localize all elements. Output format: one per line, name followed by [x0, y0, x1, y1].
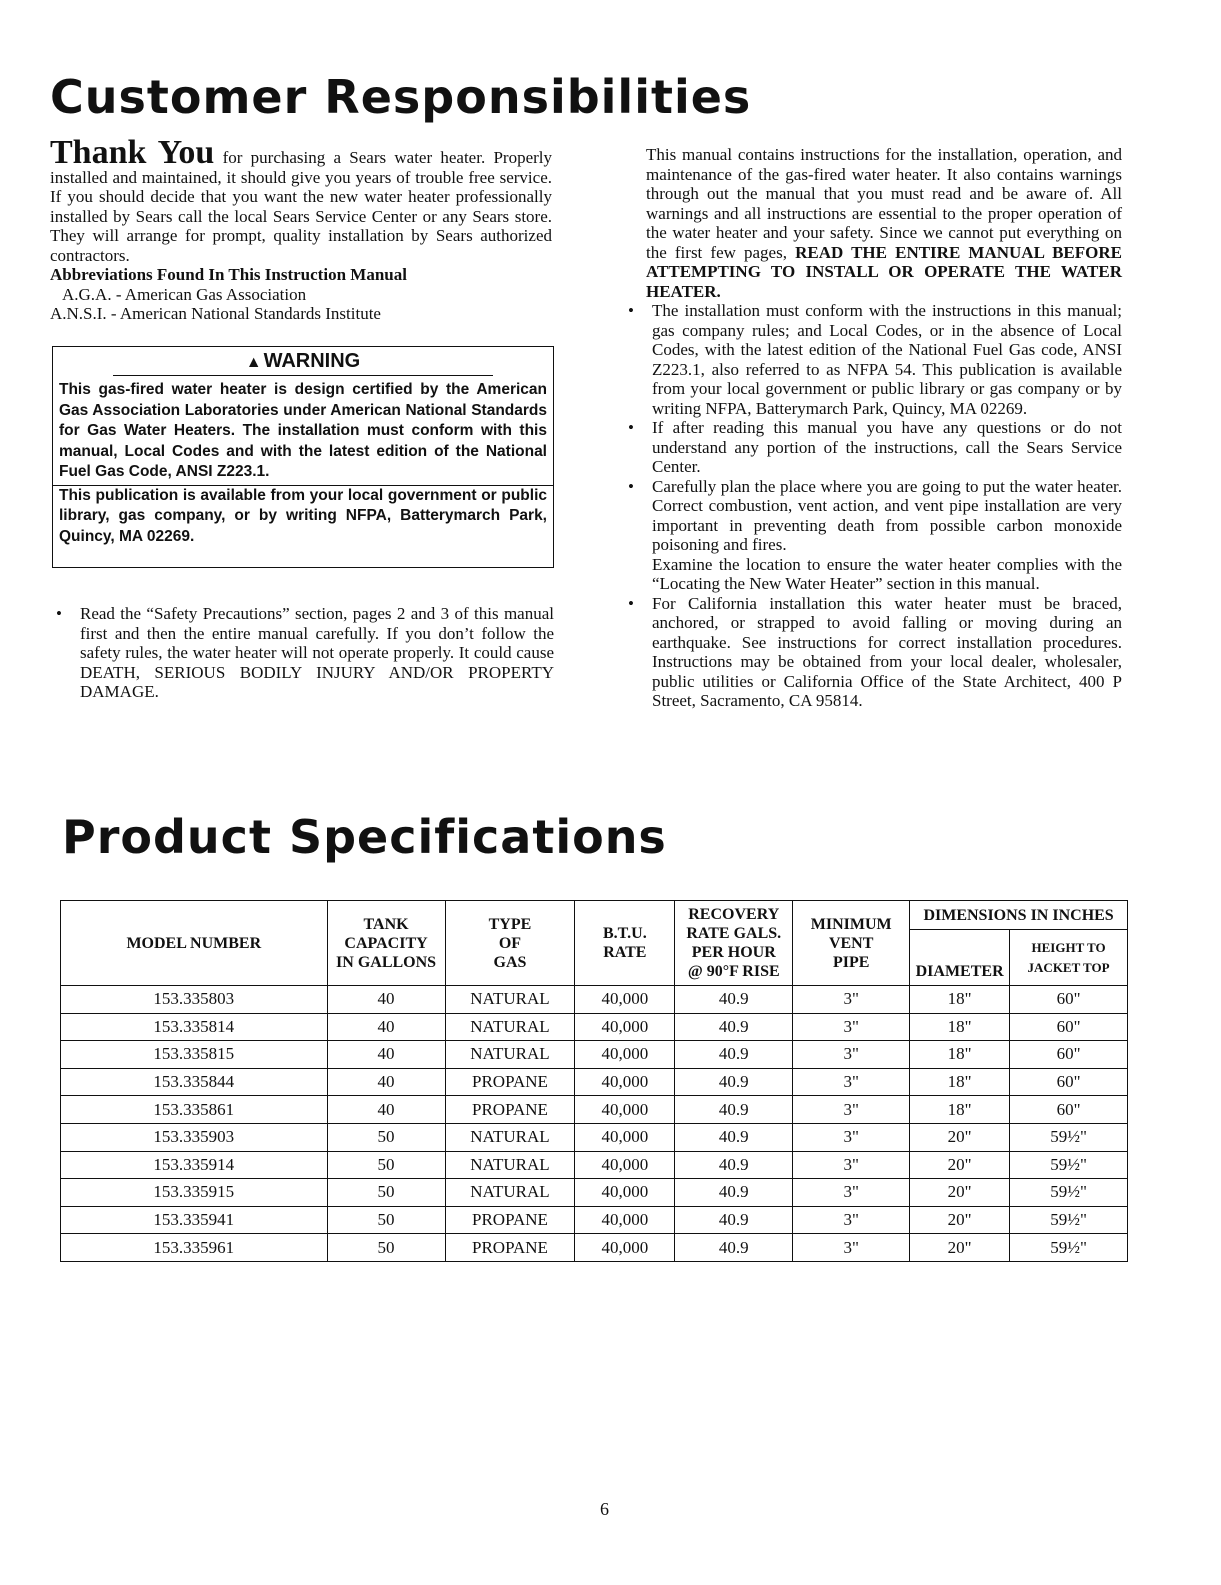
table-cell-model: 153.335803	[61, 986, 328, 1014]
table-cell-dia: 18"	[910, 1013, 1010, 1041]
table-cell-height: 59½"	[1010, 1123, 1128, 1151]
right-column	[646, 145, 1122, 711]
table-cell-gas: NATURAL	[445, 1041, 575, 1069]
table-cell-gas: NATURAL	[445, 1123, 575, 1151]
table-cell-height: 60"	[1010, 1096, 1128, 1124]
table-cell-gas: PROPANE	[445, 1068, 575, 1096]
table-cell-dia: 20"	[910, 1206, 1010, 1234]
header-tank-capacity: TANK CAPACITY IN GALLONS	[327, 901, 445, 986]
table-cell-model: 153.335861	[61, 1096, 328, 1124]
header-type-of-gas: TYPE OF GAS	[445, 901, 575, 986]
table-cell-btu: 40,000	[575, 1041, 675, 1069]
table-row	[61, 1123, 1128, 1151]
table-header-row	[61, 901, 1128, 930]
table-cell-model: 153.335915	[61, 1179, 328, 1207]
header-diameter: DIAMETER	[910, 930, 1010, 986]
warning-triangle-icon: ▲	[245, 354, 262, 371]
thank-you-paragraph	[50, 134, 552, 265]
table-cell-height: 59½"	[1010, 1234, 1128, 1262]
table-cell-tank: 40	[327, 1041, 445, 1069]
table-row	[61, 1179, 1128, 1207]
thank-you-text: for purchasing a Sears water heater. Properly installed and maintained, it should give you years of trouble free service. If you should decide that you want the new water heater professionally installed by Sears call the local Sears Service Center or any Sears store. They will arrange for prompt, quality installation by Sears authorized contractors.	[50, 148, 552, 265]
header-minimum-vent-pipe: MINIMUM VENT PIPE	[793, 901, 910, 986]
table-cell-model: 153.335815	[61, 1041, 328, 1069]
left-bullets	[50, 604, 554, 702]
list-item-text: Carefully plan the place where you are going to put the water heater. Correct combustion, vent action, and vent pipe installation are very important in preventing death from possible carbon monoxide poisoning and fires.	[652, 476, 1122, 554]
table-cell-gas: NATURAL	[445, 986, 575, 1014]
header-recovery-rate: RECOVERY RATE GALS. PER HOUR @ 90°F RISE	[675, 901, 793, 986]
table-cell-vent: 3"	[793, 1123, 910, 1151]
table-cell-dia: 18"	[910, 1068, 1010, 1096]
table-cell-vent: 3"	[793, 1041, 910, 1069]
table-cell-height: 59½"	[1010, 1151, 1128, 1179]
table-cell-rec: 40.9	[675, 1013, 793, 1041]
table-cell-gas: PROPANE	[445, 1234, 575, 1262]
table-cell-model: 153.335844	[61, 1068, 328, 1096]
table-cell-dia: 18"	[910, 1041, 1010, 1069]
list-item: • For California installation this water heater must be braced, anchored, or strapped to avoid falling or moving during an earthquake. See instructions for correct installation procedures. Instructions may be obtained from your local dealer, wholesaler, public utilities or California Office of the State Architect, 400 P Street, Sacramento, CA 95814.	[622, 594, 1122, 711]
table-cell-height: 60"	[1010, 1041, 1128, 1069]
table-cell-dia: 20"	[910, 1123, 1010, 1151]
header-model-number: MODEL NUMBER	[61, 901, 328, 986]
table-cell-tank: 40	[327, 1068, 445, 1096]
abbreviation-aga: A.G.A. - American Gas Association	[62, 284, 307, 304]
table-cell-tank: 50	[327, 1123, 445, 1151]
table-cell-model: 153.335914	[61, 1151, 328, 1179]
header-dimensions: DIMENSIONS IN INCHES	[910, 901, 1128, 930]
table-row	[61, 1013, 1128, 1041]
table-cell-rec: 40.9	[675, 1179, 793, 1207]
manual-intro-bold: READ THE ENTIRE MANUAL BEFORE ATTEMPTING TO INSTALL OR OPERATE THE WATER HEATER.	[646, 242, 1122, 301]
table-cell-vent: 3"	[793, 1013, 910, 1041]
list-item	[622, 477, 1122, 594]
table-cell-gas: NATURAL	[445, 1151, 575, 1179]
warning-box	[52, 346, 554, 568]
header-btu-rate: B.T.U. RATE	[575, 901, 675, 986]
table-cell-tank: 50	[327, 1151, 445, 1179]
table-cell-btu: 40,000	[575, 1234, 675, 1262]
table-cell-model: 153.335961	[61, 1234, 328, 1262]
table-cell-btu: 40,000	[575, 1206, 675, 1234]
list-item: • The installation must conform with the instructions in this manual; gas company rules; and Local Codes, or in the absence of Local Codes, with the latest edition of the National Fuel Gas code, ANSI Z223.1, also referred to as NFPA 54. This publication is available from your local government or public library or gas company or by writing NFPA, Batterymarch Park, Quincy, MA 02269.	[622, 301, 1122, 418]
table-cell-gas: NATURAL	[445, 1179, 575, 1207]
left-column	[50, 134, 552, 324]
table-cell-btu: 40,000	[575, 1179, 675, 1207]
table-cell-dia: 20"	[910, 1151, 1010, 1179]
table-cell-vent: 3"	[793, 986, 910, 1014]
table-cell-rec: 40.9	[675, 1041, 793, 1069]
table-cell-tank: 50	[327, 1234, 445, 1262]
specifications-table	[60, 900, 1128, 1262]
table-cell-tank: 40	[327, 986, 445, 1014]
table-cell-tank: 50	[327, 1206, 445, 1234]
customer-responsibilities-title: Customer Responsibilities	[50, 70, 752, 124]
table-cell-tank: 40	[327, 1096, 445, 1124]
table-cell-model: 153.335941	[61, 1206, 328, 1234]
thank-you-heading: Thank You	[50, 134, 215, 171]
table-row	[61, 986, 1128, 1014]
table-cell-height: 59½"	[1010, 1206, 1128, 1234]
table-cell-dia: 20"	[910, 1179, 1010, 1207]
manual-intro	[646, 145, 1122, 301]
manual-intro-text: This manual contains instructions for the installation, operation, and maintenance of the gas-fired water heater. It also contains warnings through out the manual that you must read and be aware of. All warnings and all instructions are essential to the proper operation of the water heater and your safety. Since we cannot put everything on the first few pages,	[646, 145, 1122, 262]
table-cell-model: 153.335814	[61, 1013, 328, 1041]
table-cell-tank: 50	[327, 1179, 445, 1207]
warning-paragraph-1: This gas-fired water heater is design certified by the American Gas Association Laboratories under American National Standards for Gas Water Heaters. The installation must conform with this manual, Local Codes and with the latest edition of the National Fuel Gas Code, ANSI Z223.1.	[59, 381, 547, 480]
table-cell-vent: 3"	[793, 1206, 910, 1234]
table-row	[61, 1041, 1128, 1069]
table-cell-tank: 40	[327, 1013, 445, 1041]
table-cell-dia: 20"	[910, 1234, 1010, 1262]
table-row	[61, 1206, 1128, 1234]
table-cell-btu: 40,000	[575, 1068, 675, 1096]
table-row	[61, 1096, 1128, 1124]
table-cell-vent: 3"	[793, 1234, 910, 1262]
table-cell-model: 153.335903	[61, 1123, 328, 1151]
table-cell-vent: 3"	[793, 1068, 910, 1096]
table-cell-btu: 40,000	[575, 986, 675, 1014]
table-cell-vent: 3"	[793, 1151, 910, 1179]
list-item: • If after reading this manual you have any questions or do not understand any portion of the instructions, call the Sears Service Center.	[622, 418, 1122, 477]
table-cell-vent: 3"	[793, 1096, 910, 1124]
table-cell-rec: 40.9	[675, 1206, 793, 1234]
table-cell-height: 59½"	[1010, 1179, 1128, 1207]
table-cell-rec: 40.9	[675, 1151, 793, 1179]
table-cell-height: 60"	[1010, 986, 1128, 1014]
table-cell-vent: 3"	[793, 1179, 910, 1207]
warning-paragraph-2: This publication is available from your local government or public library, gas company, or by writing NFPA, Batterymarch Park, Quincy, MA 02269.	[53, 485, 553, 548]
table-cell-height: 60"	[1010, 1013, 1128, 1041]
table-cell-gas: PROPANE	[445, 1096, 575, 1124]
table-cell-dia: 18"	[910, 986, 1010, 1014]
product-specifications-title: Product Specifications	[62, 810, 667, 864]
table-cell-btu: 40,000	[575, 1013, 675, 1041]
table-cell-dia: 18"	[910, 1096, 1010, 1124]
table-row	[61, 1151, 1128, 1179]
table-cell-gas: NATURAL	[445, 1013, 575, 1041]
table-cell-gas: PROPANE	[445, 1206, 575, 1234]
table-cell-height: 60"	[1010, 1068, 1128, 1096]
table-cell-rec: 40.9	[675, 986, 793, 1014]
table-cell-rec: 40.9	[675, 1234, 793, 1262]
table-cell-btu: 40,000	[575, 1096, 675, 1124]
warning-header	[113, 347, 493, 376]
table-cell-rec: 40.9	[675, 1123, 793, 1151]
table-cell-btu: 40,000	[575, 1151, 675, 1179]
table-cell-btu: 40,000	[575, 1123, 675, 1151]
abbreviation-ansi: A.N.S.I. - American National Standards Institute	[50, 304, 381, 323]
table-cell-rec: 40.9	[675, 1096, 793, 1124]
header-height-to-jacket-top: HEIGHT TO JACKET TOP	[1010, 930, 1128, 986]
table-body	[61, 986, 1128, 1262]
table-row	[61, 1234, 1128, 1262]
table-row	[61, 1068, 1128, 1096]
abbreviations-title: Abbreviations Found In This Instruction Manual	[50, 265, 407, 284]
warning-label: WARNING	[263, 350, 361, 372]
table-cell-rec: 40.9	[675, 1068, 793, 1096]
list-item-text-2: Examine the location to ensure the water heater complies with the “Locating the New Water Heater” section in this manual.	[652, 554, 1122, 593]
warning-body	[53, 376, 553, 547]
list-item: • Read the “Safety Precautions” section, pages 2 and 3 of this manual first and then the entire manual carefully. If you don’t follow the safety rules, the water heater will not operate properly. It could cause DEATH, SERIOUS BODILY INJURY AND/OR PROPERTY DAMAGE.	[50, 604, 554, 702]
page-number: 6	[600, 1499, 609, 1519]
